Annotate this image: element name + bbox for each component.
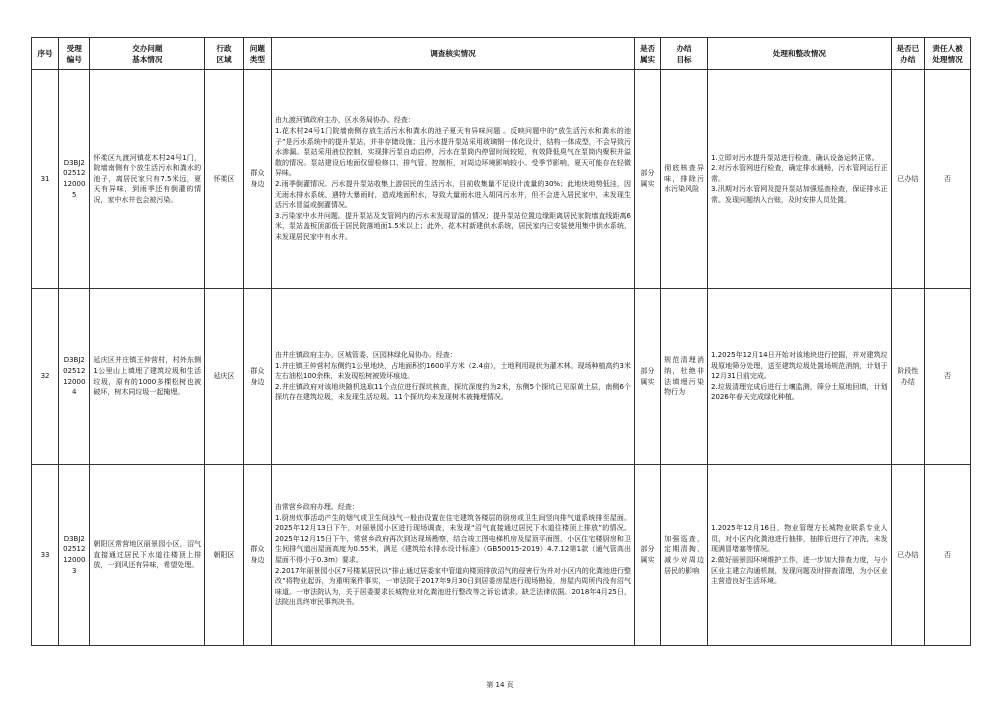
header-issue: 交办问题 基本情况 (90, 38, 205, 70)
row-true-flag: 部分 属实 (635, 70, 661, 289)
row-id: D3BJ2 02512 12000 4 (59, 289, 90, 465)
header-investigation: 调查核实情况 (271, 38, 634, 70)
row-accountability: 否 (925, 465, 971, 646)
header-done: 是否已 办结 (891, 38, 924, 70)
header-accountability: 责任人被 处理情况 (925, 38, 971, 70)
row-seq: 33 (32, 465, 59, 646)
page-number: 第 14 页 (486, 681, 514, 689)
row-goal: 加强巡查，定期清掏，减少对周边居民的影响 (661, 465, 708, 646)
row-type: 群众 身边 (243, 70, 271, 289)
row-goal: 彻底核查异味，排除污水污染风险 (661, 70, 708, 289)
header-goal: 办结 目标 (661, 38, 708, 70)
row-investigation: 由井庄镇政府主办，区城管委、区园林绿化局协办。经查： 1.井庄镇王仲营村东侧约1公里地块，占地面积约1600平方米（2.4亩），土地利用现状为灌木林。现场种植高约3米左右油松100余株，未发现松树被毁坏痕迹。 2.井庄镇政府对该地块随机选取11个点位进行探坑核查，探坑深度约为2米，东侧5个探坑已见原黄土层，南侧6个探坑存在建筑垃圾，未发现生活垃圾。11个探坑均未发现树木被掩埋情况。 (271, 289, 634, 465)
row-done: 已办结 (891, 465, 924, 646)
row-accountability: 否 (925, 70, 971, 289)
row-rectification: 1.立即对污水提升泵站进行检查，确认设备运转正常。 2.对污水管网进行检查，确定排水通畅，污水管网运行正常。 3.汛期对污水管网及提升泵站加强巡查检查，保证排水正常。发现问题纳入台账，及时安排人员处置。 (708, 70, 892, 289)
row-true-flag: 部分 属实 (635, 289, 661, 465)
header-true-flag: 是否 属实 (635, 38, 661, 70)
header-id: 受理 编号 (59, 38, 90, 70)
row-accountability: 否 (925, 289, 971, 465)
row-issue: 怀柔区九渡河镇花木村24号1门，院墙南侧有个放生活污水和粪水的池子，离居民家只有7.5米远，夏天有异味，到雨季还有倒灌的情况，家中水井也会被污染。 (90, 70, 205, 289)
row-type: 群众 身边 (243, 289, 271, 465)
row-type: 群众 身边 (243, 465, 271, 646)
row-district: 延庆区 (205, 289, 244, 465)
row-district: 怀柔区 (205, 70, 244, 289)
table-row (32, 70, 971, 289)
row-true-flag: 部分 属实 (635, 465, 661, 646)
row-rectification: 1.2025年12月14日开始对该地块进行挖掘，并对建筑垃圾原地筛分处理，送至建筑垃圾处置场规范消纳，计划于12月31日前完成。 2.垃圾清理完成后进行土壤监测，筛分土原地回填，计划2026年春天完成绿化种植。 (708, 289, 892, 465)
table-header-row (32, 38, 971, 70)
row-investigation: 由常营乡政府办理。经查： 1.厨房炊事活动产生的烟气或卫生间浊气一般由设置在住宅建筑各楼层的厨房或卫生间竖向排气道系统排至屋面。2025年12月13日下午，对丽景园小区进行现场调查，未发现“沼气直接通过居民下水道往楼顶上排放”的情况。2025年12月15日下午，常营乡政府再次到达现场勘察，结合竣工图电梯机房及屋顶平面图，小区住宅楼厨房和卫生间排气道出屋面高度为0.55米，满足《建筑给水排水设计标准》（GB50015-2019）4.7.12第1款（通气管高出屋面不得小于0.3m）要求。 2.2017年丽景园小区7号楼某居民以“排止通过居委家中管道向楼顶排放沼气的侵害行为并对小区内的化粪池进行整改”将物业起诉，为重明案件事实，一审法院于2017年9月30日到居委房屋进行现场勘验，房屋内周所内没有沼气味道。一审法院认为，关于居委要求长城物业对化粪池进行整改等之诉讼请求，缺乏法律依据。2018年4月25日，法院出具终审民事判决书。 (271, 465, 634, 646)
header-rectification: 处理和整改情况 (708, 38, 892, 70)
header-seq: 序号 (32, 38, 59, 70)
row-id: D3BJ2 02512 12000 3 (59, 465, 90, 646)
table-row (32, 289, 971, 465)
case-table (31, 37, 971, 646)
row-investigation: 由九渡河镇政府主办，区水务局协办。经查： 1.花木村24号1门院墙南侧存放生活污水和粪水的池子夏天有异味问题 。反映问题中的“放生活污水和粪水的池子”是污水系统中的提升泵站，并非存储设施；且污水提升泵站采用玻璃钢一体化设计，结构一体成型，不会导致污水渗漏。泵站采用液位控制，实现排污泵自动启停，污水在泵筒内停留时间较短，有效降低臭气在泵筒内聚积并溢散的情况。泵站建设后地面仅留检修口、排气管、控制柜，对周边环境影响较小。受季节影响，夏天可能存在轻微异味。 2.雨季倒灌情况。污水提升泵站收集上游居民的生活污水，目前收集量不足设计流量的30%；此地块地势低洼，因无雨水排水系统，遇特大暴雨时，造成地面积水，导致大量雨水进入胡同污水井，但不会进入居民家中，未发现生活污水冒溢或倒灌情况。 3.污染家中水井问题。提升泵站及支管网内的污水未发现冒溢的情况；提升泵站位置边缘距离居民家院墙直线距离6米，泵站盖板顶部低于居民院落地面1.5米以上；此外，花木村新建供水系统，居民家内已安装使用集中供水系统，未发现居民家中有水井。 (271, 70, 634, 289)
row-seq: 31 (32, 70, 59, 289)
row-issue: 延庆区井庄镇王仲营村，村外东侧1公里山上填埋了建筑垃圾和生活垃圾，原有的1000多棵松树也被破坏，树木同垃圾一起掩埋。 (90, 289, 205, 465)
row-rectification: 1.2025年12月16日，物业管理方长城物业联系专业人员，对小区内化粪池进行抽排，抽排后进行了冲洗，未发现满冒堵塞等情况。 2.做好丽景园环境维护工作，进一步加大排查力度，与小区业主建立沟通机制，发现问题及时排查清理，为小区业主营造良好生活环境。 (708, 465, 892, 646)
header-type: 问题 类型 (243, 38, 271, 70)
row-id: D3BJ2 02512 12000 5 (59, 70, 90, 289)
row-goal: 规范清理消纳，杜绝非法填埋污染物行为 (661, 289, 708, 465)
row-issue: 朝阳区常营地区丽景园小区，沼气直接通过居民下水道往楼顶上排放，一到风还有异味，希望处理。 (90, 465, 205, 646)
row-district: 朝阳区 (205, 465, 244, 646)
table-row (32, 465, 971, 646)
header-district: 行政 区域 (205, 38, 244, 70)
row-seq: 32 (32, 289, 59, 465)
row-done: 已办结 (891, 70, 924, 289)
row-done: 阶段性 办结 (891, 289, 924, 465)
